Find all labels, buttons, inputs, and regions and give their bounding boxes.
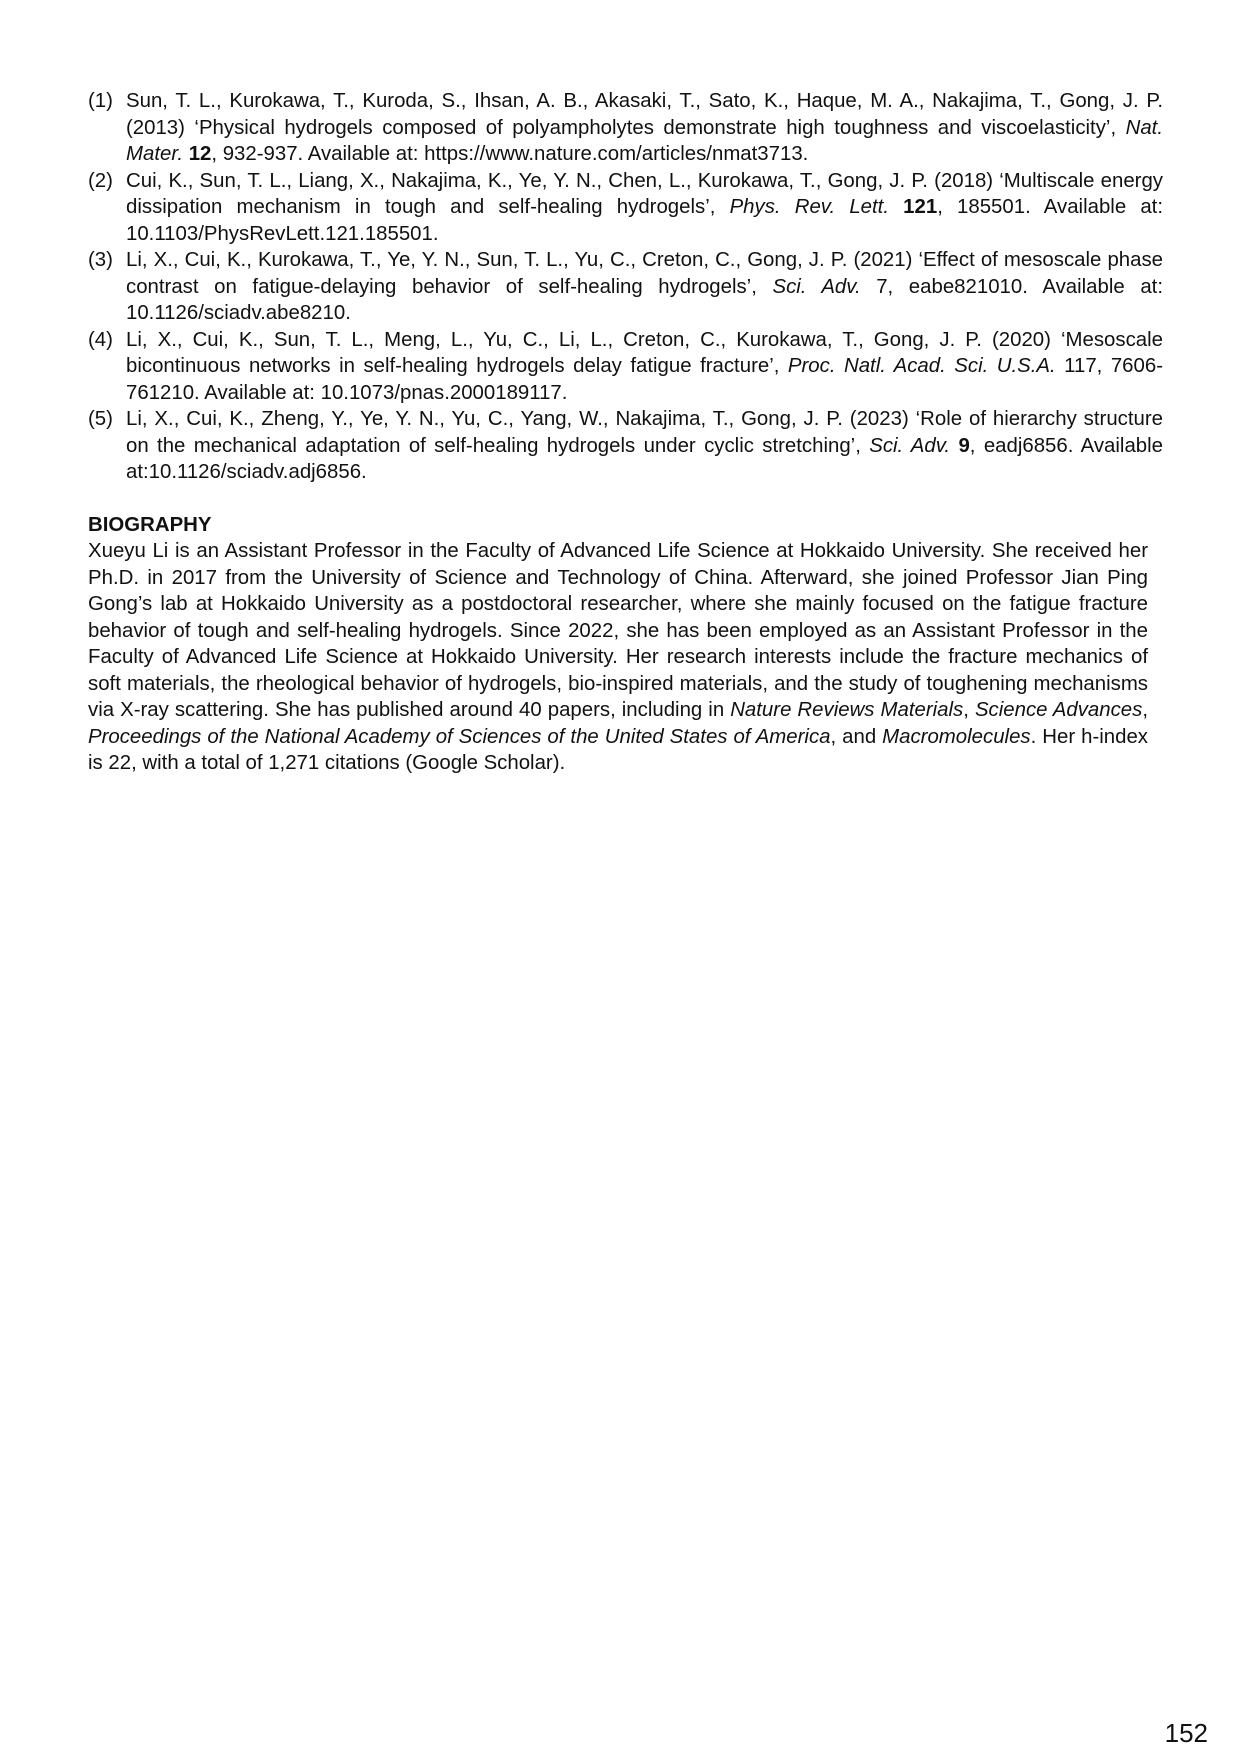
biography-section — [88, 512, 1163, 777]
biography-journal: Proceedings of the National Academy of Sciences of the United States of America — [88, 725, 831, 748]
reference-authors-title: Li, X., Cui, K., Sun, T. L., Meng, L., Yu, C., Li, L., Creton, C., Kurokawa, T., Gong, J. P. (2020) ‘Mesoscale bicontinuous networks in self-healing hydrogels delay fatigue fracture’, — [126, 328, 1163, 377]
reference-journal: Nat. Mater. — [126, 116, 1163, 165]
reference-details: 7, eabe821010. Available at: 10.1126/sciadv.abe8210. — [126, 275, 1163, 324]
reference-details: 117, 7606-761210. Available at: 10.1073/pnas.2000189117. — [126, 355, 1163, 404]
reference-number: (5) — [88, 408, 113, 430]
reference-item — [88, 247, 1163, 327]
biography-separator: , — [1142, 699, 1148, 721]
page-number: 152 — [1164, 1718, 1208, 1748]
reference-journal: Phys. Rev. Lett. — [729, 196, 889, 218]
reference-journal: Sci. Adv. — [869, 434, 951, 457]
reference-number: (2) — [88, 169, 113, 192]
reference-authors-title: Li, X., Cui, K., Kurokawa, T., Ye, Y. N., Sun, T. L., Yu, C., Creton, C., Gong, J. P. (2021) ‘Effect of mesoscale phase contrast on fatigue-delaying behavior of self-healing hydrogels’, — [126, 249, 1163, 298]
biography-journal: Macromolecules — [882, 725, 1031, 748]
reference-details: , 932-937. Available at: https://www.nature.com/articles/nmat3713. — [211, 143, 809, 165]
biography-text-part: . Her h-index is 22, with a total of 1,271 citations (Google Scholar). — [88, 725, 1148, 774]
biography-journal: Nature Reviews Materials — [730, 699, 964, 721]
reference-number: (3) — [88, 249, 113, 271]
reference-number: (1) — [88, 90, 113, 112]
reference-details: , 185501. Available at: 10.1103/PhysRevLett.121.185501. — [126, 196, 1163, 245]
reference-item — [88, 327, 1163, 407]
reference-volume: 9 — [958, 434, 970, 457]
reference-list — [88, 88, 1163, 486]
reference-number: (4) — [88, 328, 113, 351]
page-content — [88, 88, 1163, 777]
reference-item — [88, 168, 1163, 248]
reference-authors-title: Cui, K., Sun, T. L., Liang, X., Nakajima, K., Ye, Y. N., Chen, L., Kurokawa, T., Gong, J. P. (2018) ‘Multiscale energy dissipation mechanism in tough and self-healing hydrogels’, — [126, 169, 1163, 218]
reference-volume: 121 — [903, 196, 938, 218]
reference-authors-title: Sun, T. L., Kurokawa, T., Kuroda, S., Ihsan, A. B., Akasaki, T., Sato, K., Haque, M. A., Nakajima, T., Gong, J. P. (2013) ‘Physical hydrogels composed of polyampholytes demonstrate high toughness and viscoelasticity’, — [126, 90, 1163, 139]
biography-separator: , and — [830, 725, 883, 748]
reference-journal: Proc. Natl. Acad. Sci. U.S.A. — [787, 355, 1056, 377]
biography-text-part: Xueyu Li is an Assistant Professor in the Faculty of Advanced Life Science at Hokkaido University. She received her Ph.D. in 2017 from the University of Science and Technology of China. Afterward, she joined Professor Jian Ping Gong’s lab at Hokkaido University as a postdoctoral researcher, where she mainly focused on the fatigue fracture behavior of tough and self-healing hydrogels. Since 2022, she has been employed as an Assistant Professor in the Faculty of Advanced Life Science at Hokkaido University. Her research interests include the fracture mechanics of soft materials, the rheological behavior of hydrogels, bio-inspired materials, and the study of toughening mechanisms via X-ray scattering. She has published around 40 papers, including in — [88, 540, 1148, 721]
reference-volume: 12 — [188, 143, 212, 165]
biography-heading: BIOGRAPHY — [88, 513, 212, 536]
biography-text — [88, 538, 1148, 777]
reference-item — [88, 406, 1163, 486]
biography-separator: , — [963, 699, 975, 721]
reference-item — [88, 88, 1163, 168]
reference-authors-title: Li, X., Cui, K., Zheng, Y., Ye, Y. N., Yu, C., Yang, W., Nakajima, T., Gong, J. P. (2023) ‘Role of hierarchy structure on the mechanical adaptation of self-healing hydrogels under cyclic stretching’, — [126, 408, 1163, 457]
reference-details: , eadj6856. Available at:10.1126/sciadv.adj6856. — [126, 434, 1163, 483]
biography-journal: Science Advances — [974, 699, 1143, 721]
reference-journal: Sci. Adv. — [772, 275, 861, 298]
